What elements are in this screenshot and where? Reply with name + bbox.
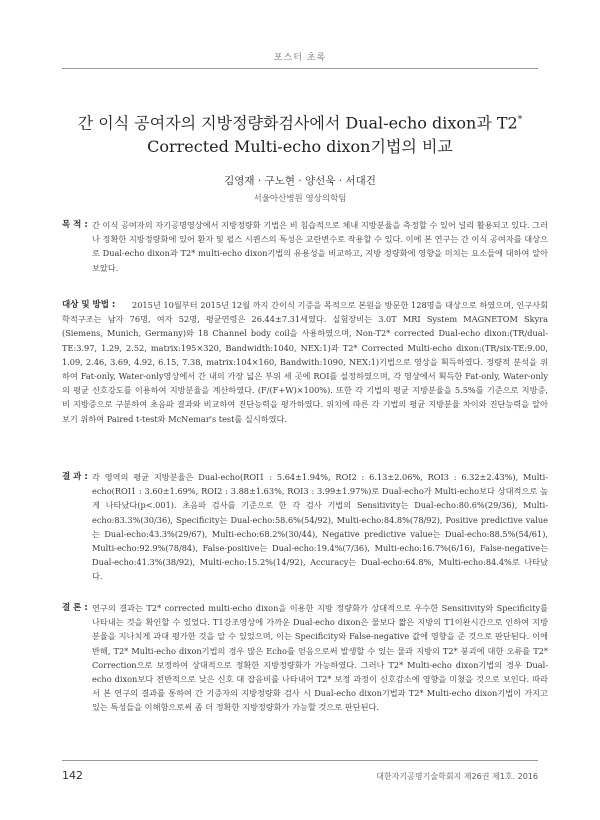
section-header-label: 포스터 초록 [273,53,327,63]
section-conclusion [62,601,548,715]
title-superscript: * [517,115,523,125]
section-method [62,298,548,426]
section-text-objective: 간 이식 공여자의 자기공명영상에서 지방정량화 기법은 비 침습적으로 체내 지방분율을 측정할 수 있어 널리 활용되고 있다. 그러나 정확한 지방정량화에 있어 환자 및 펄스 시퀀스의 특성은 교란변수로 작용할 수 있다. 이에 본 연구는 간 이식 공여자를 대상으로 Dual-echo dixon과 T2* multi-echo dixon기법의 유용성을 비교하고, 지방 정량화에 영향을 미치는 요소들에 대하여 알아보았다. [92,220,548,273]
section-label-results: 결 과 : [62,472,88,482]
page-number: 142 [62,769,83,782]
header-divider [62,68,538,69]
section-text-conclusion: 연구의 결과는 T2* corrected multi-echo dixon을 이용한 지방 정량화가 상대적으로 우수한 Sensitivity와 Specificity를 나타내는 것을 확인할 수 있었다. T1강조영상에 가까운 Dual-echo dixon은 물보다 짧은 지방의 T1이완시간으로 인하여 지방분율을 지나치게 과대 평가한 것을 알 수 있었으며, 이는 Specificity와 False-negative 값에 영향을 준 것으로 판단된다. 이에 반해, T2* Multi-echo dixon기법의 경우 많은 Echo를 얻음으로써 발생할 수 있는 물과 지방의 T2* 붕괴에 대한 오류를 T2* Correction으로 보정하여 상대적으로 정확한 지방정량화가 가능하였다. 그러나 T2* Multi-echo dixon기법의 경우 Dual-echo dixon보다 전반적으로 낮은 신호 대 잡음비를 나타내어 T2* 보정 과정이 신호감소에 영향을 미쳤을 것으로 보인다. 따라서 본 연구의 결과를 통하여 간 기증자의 지방정량화 검사 시 Dual-echo dixon기법과 T2* Multi-echo dixon기법이 가지고 있는 특성들을 이해함으로써 좀 더 정확한 지방정량화가 가능할 것으로 판단된다. [92,603,548,713]
section-text-method: 2015년 10월부터 2015년 12월 까지 간이식 기증을 목적으로 본원을 방문한 128명을 대상으로 하였으며, 인구사회학적구조는 남자 76명, 여자 52명, 평균연령은 26.44±7.31세였다. 실험장비는 3.0T MRI System MAGNETOM Skyra (Siemens, Munich, Germany)와 18 Channel body coil을 사용하였으며, Non-T2* corrected Dual-echo dixon:(TR/dual-TE:3.97, 1.29, 2.52, matrix:195×320, Bandwidth:1040, NEX:1)과 T2* Corrected Multi-echo dixon:(TR/six-TE:9.00, 1.09, 2.46, 3.69, 4.92, 6.15, 7.38, matrix:104×160, Bandwith:1090, NEX:1)기법으로 영상을 획득하였다. 정량적 분석을 위하여 Fat-only, Water-only영상에서 간 내의 가장 넓은 부위 세 곳에 ROI를 설정하였으며, 각 영상에서 획득한 Fat-only, Water-only의 평균 신호강도를 이용하여 지방분율을 계산하였다. (F/(F+W)×100%). 또한 각 기법의 평균 지방분율을 5.5%를 기준으로 지방증, 비 지방증으로 구분하여 초음파 결과와 비교하여 진단능력을 평가하였다. 위치에 따른 각 기법의 평균 지방분율 차이와 진단능력을 알아보기 위하여 Paired t-test와 McNemar's test를 실시하였다. [62,300,548,424]
section-label-method: 대상 및 방법 : [62,300,116,310]
paper-title [40,108,560,159]
section-text-results: 각 영역의 평균 지방분율은 Dual-echo(ROI1 : 5.64±1.94%, ROI2 : 6.13±2.06%, ROI3 : 6.32±2.43%), Multi-echo(ROI1 : 3.60±1.69%, ROI2 : 3.88±1.63%, ROI3 : 3.99±1.97%)로 Dual-echo가 Multi-echo보다 상대적으로 높게 나타났다(p<.001). 초음파 검사를 기준으로 한 각 검사 기법의 Sensitivity는 Dual-echo:80.6%(29/36), Multi-echo:83.3%(30/36), Specificity는 Dual-echo:58.6%(54/92), Multi-echo:84.8%(78/92), Positive predictive value는 Dual-echo:43.3%(29/67), Multi-echo:68.2%(30/44), Negative predictive value는 Dual-echo:88.5%(54/61), Multi-echo:92.9%(78/84), False-positive는 Dual-echo:19.4%(7/36), Multi-echo:16.7%(6/16), False-negative는 Dual-echo:41.3%(38/92), Multi-echo:15.2%(14/92), Accuracy는 Dual-echo:64.8%, Multi-echo:84.4%로 나타났다. [92,472,548,582]
journal-citation: 대한자기공명기술학회지 제26권 제1호. 2016 [376,772,538,781]
section-label-conclusion: 결 론 : [62,603,88,613]
affiliation: 서울아산병원 영상의학팀 [253,194,347,204]
footer-divider [62,760,538,761]
title-line-2: Corrected Multi-echo dixon기법의 비교 [147,137,453,157]
section-results [62,470,548,584]
section-label-objective: 목 적 : [62,220,88,230]
author-list: 김영재 · 구노현 · 양선욱 · 서대건 [224,175,376,187]
title-line-1: 간 이식 공여자의 지방정량화검사에서 Dual-echo dixon과 T2 [77,113,518,133]
section-objective [62,218,548,275]
